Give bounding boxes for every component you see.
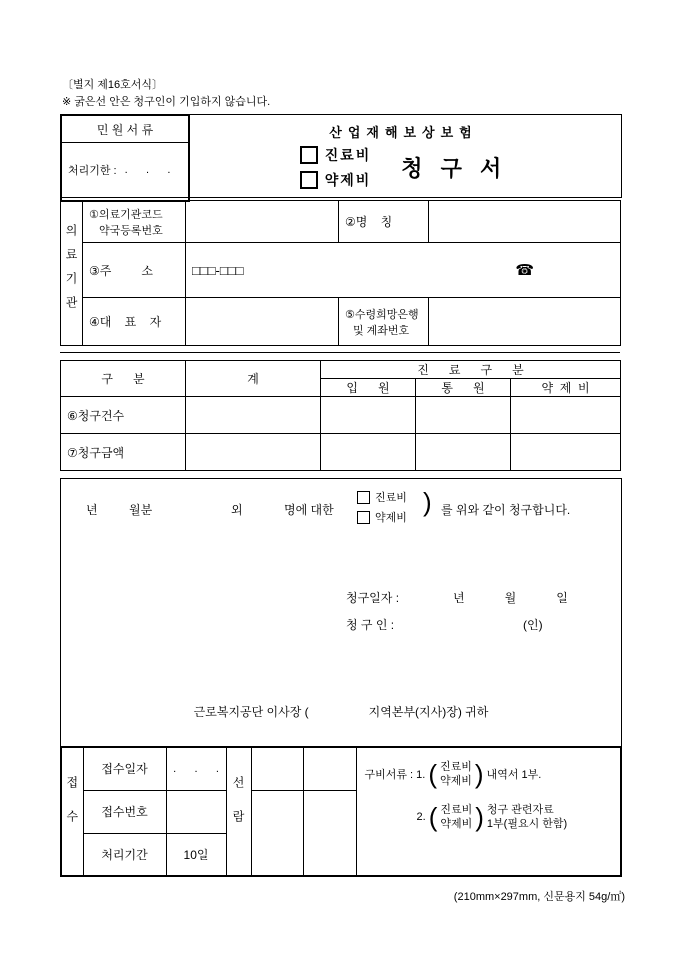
doc2-paren-close: ) <box>475 801 484 832</box>
doc2-paren-open: ( <box>428 801 438 832</box>
annex-label: 〔별지 제16호서식〕 <box>62 79 164 91</box>
statement-checkbox-medical-label: 진료비 <box>375 492 407 504</box>
header-inpatient: 입 원 <box>321 379 416 397</box>
receipt-table <box>60 746 622 877</box>
field-count-outpatient[interactable] <box>416 397 511 434</box>
representative-label: ④대 표 자 <box>83 298 186 346</box>
doc2-prefix: 2. <box>416 810 426 823</box>
doc1-tail: 내역서 1부. <box>486 769 542 782</box>
receipt-side-label <box>61 747 83 876</box>
claimant-label: 청 구 인 : <box>346 618 395 632</box>
institution-side-label <box>61 201 83 346</box>
declaration-box <box>60 478 622 748</box>
field-count-inpatient[interactable] <box>321 397 416 434</box>
doc1-option-medical: 진료비 <box>440 761 472 773</box>
required-documents <box>356 747 621 876</box>
sign-box-2[interactable] <box>303 747 356 790</box>
sign-box-3[interactable] <box>251 790 303 876</box>
statement-year: 년 <box>86 503 98 517</box>
field-bank-account[interactable] <box>429 298 621 346</box>
postal-code-boxes[interactable]: □□□-□□□ <box>192 262 244 278</box>
doc2-option-medical: 진료비 <box>440 803 473 816</box>
insurance-title: 산업재해보상보험 <box>329 125 478 140</box>
doc1-option-pharmacy: 약제비 <box>440 775 472 788</box>
field-receipt-number[interactable] <box>166 790 226 833</box>
doc1-paren-close: ) <box>474 759 484 790</box>
doc-type-label: 민 원 서 류 <box>62 116 188 143</box>
statement-month: 월분 <box>129 503 153 517</box>
statement-paren-close: ) <box>423 487 432 517</box>
checkbox-pharmacy-fee[interactable] <box>300 171 318 189</box>
institution-table <box>60 200 621 346</box>
statement-checkbox-pharmacy-label: 약제비 <box>375 512 407 524</box>
row-claim-count-label: ⑥청구건수 <box>61 397 186 434</box>
statement-persons: 명에 대한 <box>284 503 334 517</box>
field-amount-total[interactable] <box>186 434 321 471</box>
doc2-tail-line2: 1부(필요시 한함) <box>486 817 568 830</box>
deadline-label: 처리기한 : <box>68 165 117 177</box>
field-count-total[interactable] <box>186 397 321 434</box>
bank-account-label-line2: 및 계좌번호 <box>353 324 410 337</box>
claim-table <box>60 360 621 471</box>
fill-instruction-note: ※ 굵은선 안은 청구인이 기입하지 않습니다. <box>62 96 271 108</box>
section-divider <box>60 352 620 353</box>
institution-name-label: ②명 칭 <box>339 201 429 243</box>
field-representative[interactable] <box>186 298 339 346</box>
institution-code-label-line2: 약국등록번호 <box>99 224 163 237</box>
checkbox-medical-label: 진료비 <box>324 147 372 163</box>
statement-others: 외 <box>231 503 243 517</box>
doc1-paren-open: ( <box>428 759 438 790</box>
seal-mark: (인) <box>523 618 543 632</box>
institution-code-label-line1: ①의료기관코드 <box>89 208 163 221</box>
form-title: 청 구 서 <box>401 156 508 181</box>
documents-prefix: 구비서류 : 1. <box>364 769 426 782</box>
statement-checkbox-medical[interactable] <box>357 491 370 504</box>
receipt-date-label: 접수일자 <box>83 747 166 790</box>
processing-deadline <box>62 143 188 197</box>
review-label <box>226 747 251 876</box>
field-institution-code[interactable] <box>186 201 339 243</box>
title-block <box>60 114 622 198</box>
field-receipt-date[interactable]: . . . <box>166 747 226 790</box>
title-area <box>186 115 621 197</box>
field-amount-pharmacy[interactable] <box>511 434 621 471</box>
checkbox-medical-fee[interactable] <box>300 146 318 164</box>
statement-checkboxes <box>357 489 407 525</box>
header-total: 계 <box>186 361 321 397</box>
sign-box-1[interactable] <box>251 747 303 790</box>
phone-icon: ☎ <box>515 262 534 279</box>
header-pharmacy: 약 제 비 <box>511 379 621 397</box>
field-amount-inpatient[interactable] <box>321 434 416 471</box>
review-text: 선람 <box>231 776 245 844</box>
processing-period-value: 10일 <box>166 833 226 876</box>
header-treatment-group: 진 료 구 분 <box>321 361 621 379</box>
header-category: 구 분 <box>61 361 186 397</box>
processing-period-label: 처리기간 <box>83 833 166 876</box>
receipt-number-label: 접수번호 <box>83 790 166 833</box>
deadline-value[interactable]: . . . <box>124 164 171 176</box>
doc2-tail-line1: 청구 관련자료 <box>486 803 554 816</box>
field-address[interactable] <box>186 243 621 298</box>
field-amount-outpatient[interactable] <box>416 434 511 471</box>
claim-date-value[interactable]: 년 월 일 <box>453 591 568 605</box>
row-claim-amount-label: ⑦청구금액 <box>61 434 186 471</box>
required-doc-item2 <box>417 803 615 832</box>
institution-code-label <box>83 201 186 243</box>
paper-spec: (210mm×297mm, 신문용지 54g/㎡) <box>453 891 625 903</box>
field-count-pharmacy[interactable] <box>511 397 621 434</box>
sign-box-4[interactable] <box>303 790 356 876</box>
field-institution-name[interactable] <box>429 201 621 243</box>
header-outpatient: 통 원 <box>416 379 511 397</box>
receipt-side-text: 접수 <box>64 776 79 844</box>
bank-account-label-line1: ⑤수령희망은행 <box>345 308 419 321</box>
institution-side-text: 의료기관 <box>64 223 78 320</box>
doc2-option-pharmacy: 약제비 <box>440 817 473 830</box>
statement-checkbox-pharmacy[interactable] <box>357 511 370 524</box>
statement-tail: 를 위와 같이 청구합니다. <box>441 503 571 517</box>
bank-account-label <box>339 298 429 346</box>
checkbox-pharmacy-label: 약제비 <box>324 172 372 188</box>
address-label: ③주 소 <box>83 243 186 298</box>
required-doc-item1 <box>365 760 615 789</box>
claim-date-label: 청구일자 : <box>346 591 400 605</box>
staff-area-box <box>60 114 190 202</box>
recipient-line: 근로복지공단 이사장 ( 지역본부(지사)장) 귀하 <box>193 705 489 719</box>
